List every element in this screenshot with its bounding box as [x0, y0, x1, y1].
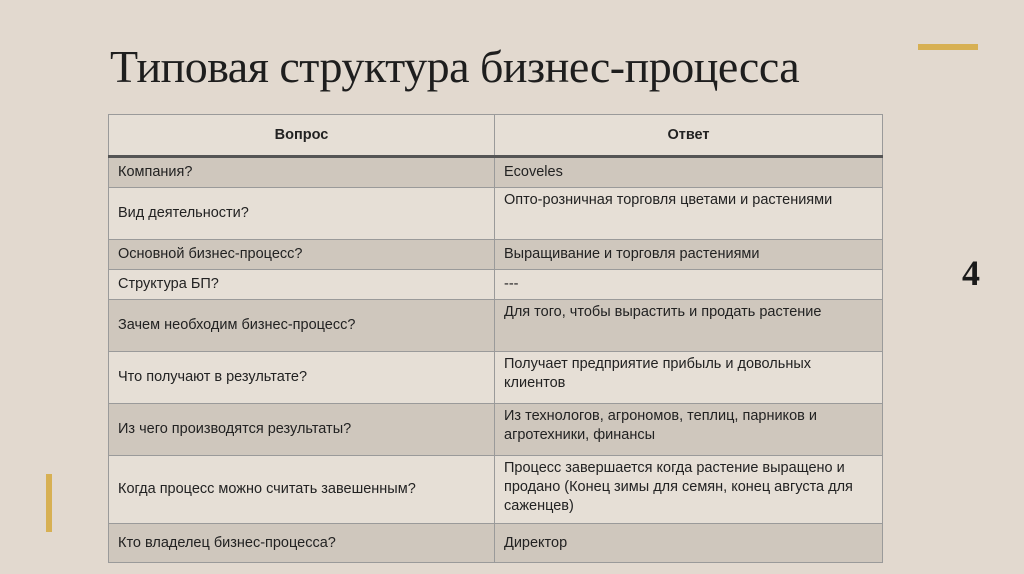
- answer-cell: Опто-розничная торговля цветами и растениями: [495, 188, 883, 240]
- table-row: [109, 524, 883, 563]
- table-row: [109, 157, 883, 188]
- process-structure-table: [108, 114, 883, 563]
- answer-cell: ---: [495, 270, 883, 300]
- table-row: [109, 456, 883, 524]
- table-row: [109, 240, 883, 270]
- page-number: 4: [962, 253, 980, 293]
- slide-title: Типовая структура бизнес-процесса: [110, 41, 800, 92]
- answer-cell: Процесс завершается когда растение выращено и продано (Конец зимы для семян, конец августа для саженцев): [495, 456, 883, 524]
- accent-bar-left: [46, 474, 52, 532]
- question-cell: Компания?: [109, 157, 495, 188]
- answer-cell: Выращивание и торговля растениями: [495, 240, 883, 270]
- answer-cell: Ecoveles: [495, 157, 883, 188]
- table-row: [109, 188, 883, 240]
- table-row: [109, 352, 883, 404]
- answer-cell: Для того, чтобы вырастить и продать растение: [495, 300, 883, 352]
- answer-cell: Директор: [495, 524, 883, 563]
- question-cell: Вид деятельности?: [109, 188, 495, 240]
- table-row: [109, 300, 883, 352]
- answer-cell: Из технологов, агрономов, теплиц, парников и агротехники, финансы: [495, 404, 883, 456]
- table-header-row: [109, 115, 883, 157]
- header-answer: Ответ: [495, 115, 883, 157]
- question-cell: Когда процесс можно считать завешенным?: [109, 456, 495, 524]
- header-question: Вопрос: [109, 115, 495, 157]
- accent-bar-top: [918, 44, 978, 50]
- answer-cell: Получает предприятие прибыль и довольных клиентов: [495, 352, 883, 404]
- question-cell: Структура БП?: [109, 270, 495, 300]
- question-cell: Зачем необходим бизнес-процесс?: [109, 300, 495, 352]
- question-cell: Что получают в результате?: [109, 352, 495, 404]
- question-cell: Основной бизнес-процесс?: [109, 240, 495, 270]
- question-cell: Кто владелец бизнес-процесса?: [109, 524, 495, 563]
- table-row: [109, 404, 883, 456]
- question-cell: Из чего производятся результаты?: [109, 404, 495, 456]
- table-row: [109, 270, 883, 300]
